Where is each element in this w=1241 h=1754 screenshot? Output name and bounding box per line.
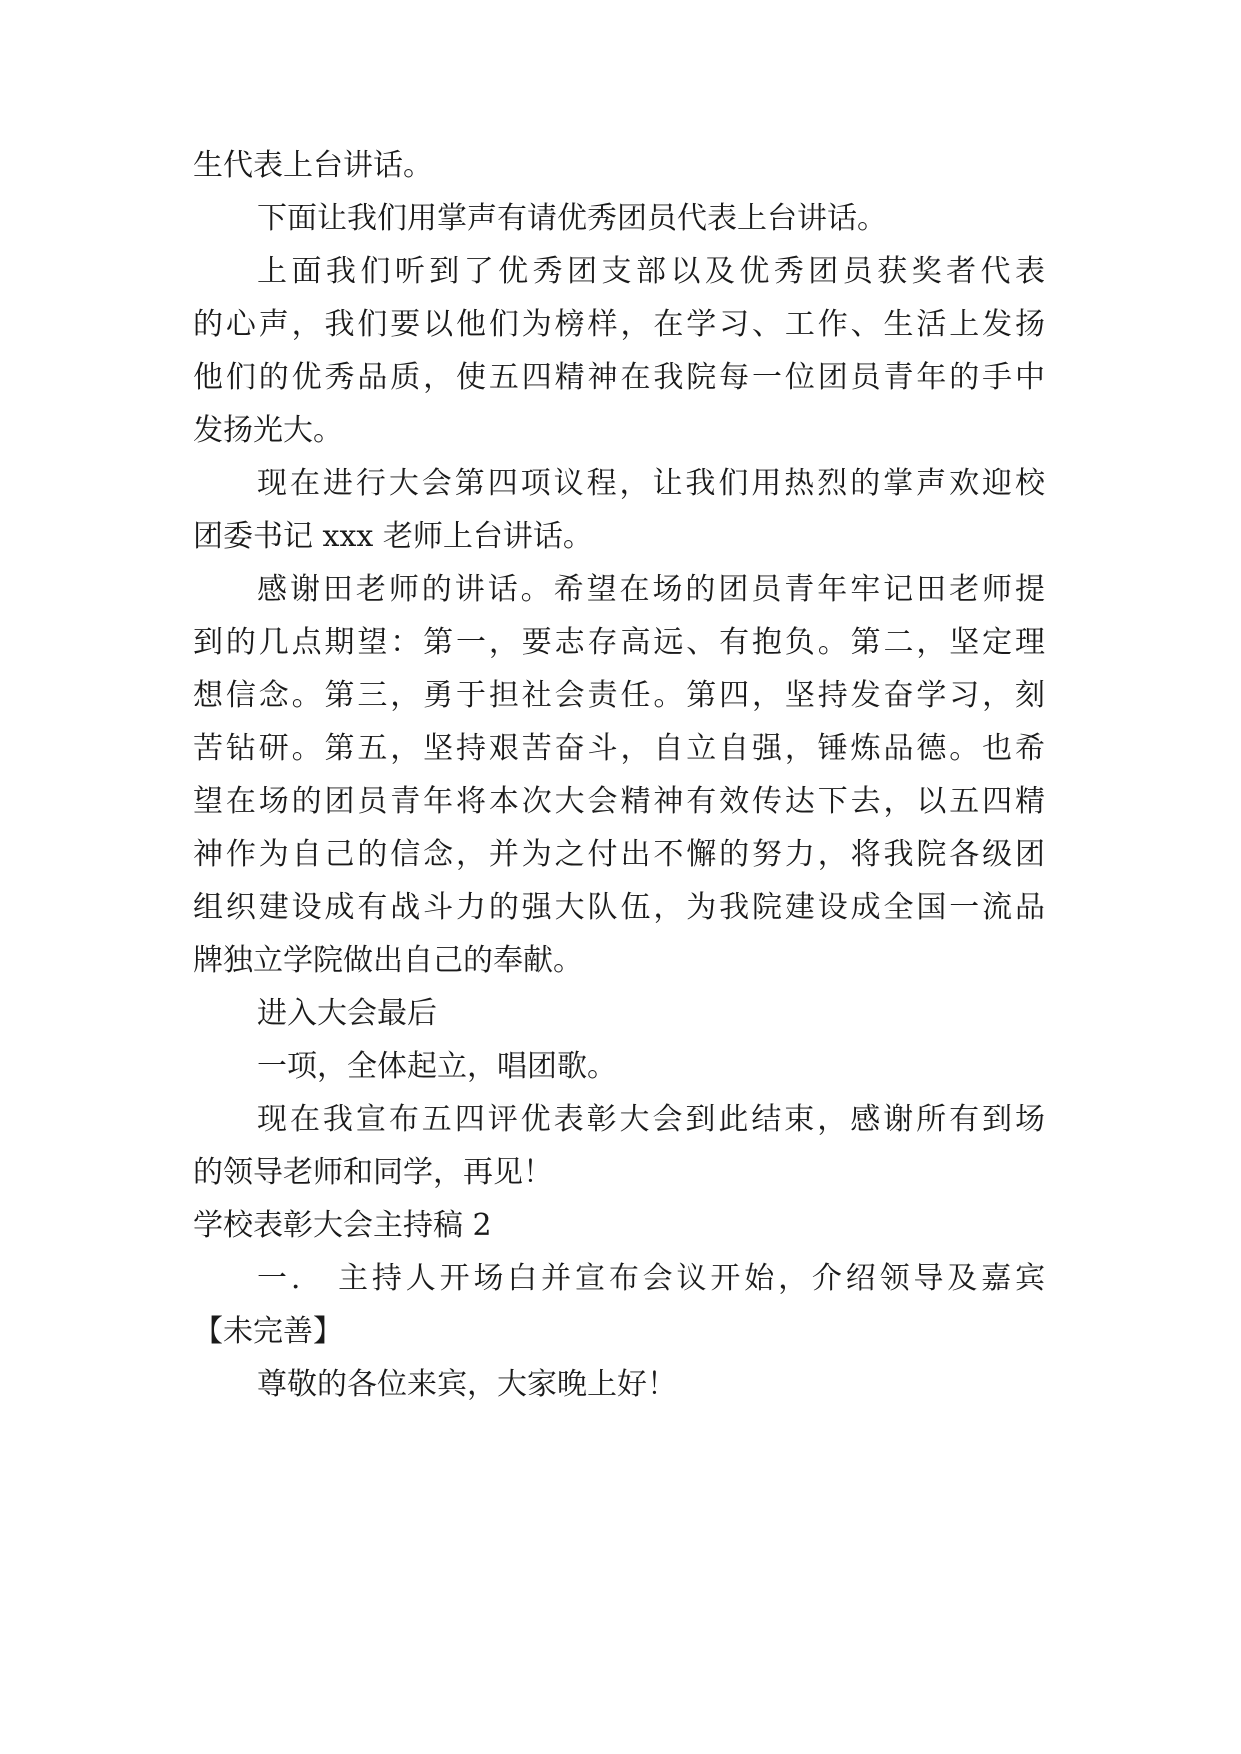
text-line: 神作为自己的信念，并为之付出不懈的努力，将我院各级团 xyxy=(193,837,1045,872)
text-line: 感谢田老师的讲话。希望在场的团员青年牢记田老师提 xyxy=(257,572,1045,607)
text-line: 苦钻研。第五，坚持艰苦奋斗，自立自强，锤炼品德。也希 xyxy=(193,731,1045,766)
text-line: 尊敬的各位来宾，大家晚上好！ xyxy=(257,1367,677,1402)
text-line: 望在场的团员青年将本次大会精神有效传达下去，以五四精 xyxy=(193,784,1045,819)
text-line: 现在进行大会第四项议程，让我们用热烈的掌声欢迎校 xyxy=(257,466,1045,501)
text-line: 的领导老师和同学，再见！ xyxy=(193,1155,553,1190)
text-line: 想信念。第三，勇于担社会责任。第四，坚持发奋学习，刻 xyxy=(193,678,1045,713)
text-line: 进入大会最后 xyxy=(257,996,437,1031)
text-line: 下面让我们用掌声有请优秀团员代表上台讲话。 xyxy=(257,201,887,236)
text-line: 一. 主持人开场白并宣布会议开始，介绍领导及嘉宾 xyxy=(257,1261,1045,1296)
text-line: 现在我宣布五四评优表彰大会到此结束，感谢所有到场 xyxy=(257,1102,1045,1137)
text-line: 生代表上台讲话。 xyxy=(193,148,433,183)
text-line: 【未完善】 xyxy=(193,1314,343,1349)
section-heading: 学校表彰大会主持稿 2 xyxy=(193,1208,492,1243)
text-line: 牌独立学院做出自己的奉献。 xyxy=(193,943,583,978)
text-line: 他们的优秀品质，使五四精神在我院每一位团员青年的手中 xyxy=(193,360,1045,395)
text-line: 组织建设成有战斗力的强大队伍，为我院建设成全国一流品 xyxy=(193,890,1045,925)
text-line: 到的几点期望：第一，要志存高远、有抱负。第二，坚定理 xyxy=(193,625,1045,660)
text-line: 发扬光大。 xyxy=(193,413,343,448)
text-line: 团委书记 xxx 老师上台讲话。 xyxy=(193,519,593,554)
text-line: 的心声，我们要以他们为榜样，在学习、工作、生活上发扬 xyxy=(193,307,1045,342)
text-line: 一项，全体起立，唱团歌。 xyxy=(257,1049,617,1084)
text-line: 上面我们听到了优秀团支部以及优秀团员获奖者代表 xyxy=(257,254,1045,289)
